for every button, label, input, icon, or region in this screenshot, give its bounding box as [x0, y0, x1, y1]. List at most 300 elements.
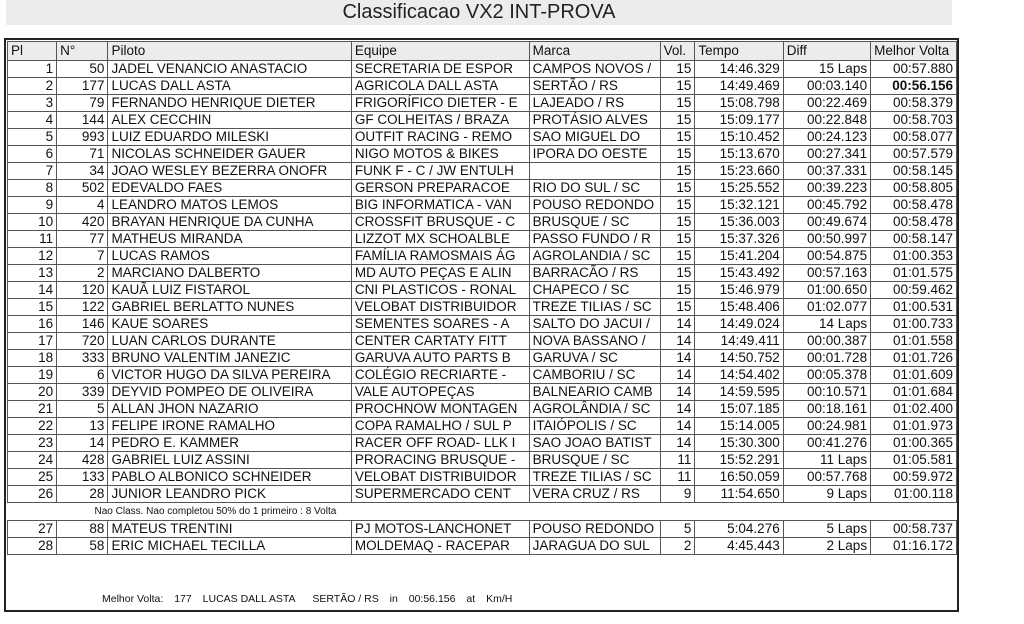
cell-marca: LAJEADO / RS: [529, 95, 660, 112]
cell-equipe: FAMÍLIA RAMOSMAIS ÁG: [351, 248, 529, 265]
cell-piloto: GABRIEL LUIZ ASSINI: [108, 452, 351, 469]
cell-piloto: JADEL VENANCIO ANASTACIO: [108, 61, 351, 78]
cell-diff: 00:22.469: [783, 95, 870, 112]
cell-marca: NOVA BASSANO /: [529, 333, 660, 350]
cell-tempo: 14:54.402: [695, 367, 783, 384]
cell-num: 420: [57, 214, 108, 231]
cell-vol: 15: [660, 282, 695, 299]
col-diff: Diff: [783, 42, 870, 61]
cell-pl: 23: [8, 435, 57, 452]
cell-num: 120: [57, 282, 108, 299]
cell-vol: 2: [660, 538, 695, 555]
table-row: [8, 180, 957, 197]
cell-num: 14: [57, 435, 108, 452]
cell-equipe: AGRICOLA DALL ASTA: [351, 78, 529, 95]
not-classified-note-row: [8, 503, 957, 521]
cell-pl: 15: [8, 299, 57, 316]
footer-in: in: [389, 593, 398, 605]
cell-marca: TREZE TILIAS / SC: [529, 469, 660, 486]
cell-tempo: 15:10.452: [695, 129, 783, 146]
cell-melhor: 01:01.609: [871, 367, 957, 384]
cell-tempo: 15:13.670: [695, 146, 783, 163]
cell-equipe: CNI PLASTICOS - RONAL: [351, 282, 529, 299]
cell-marca: CAMBORIU / SC: [529, 367, 660, 384]
cell-diff: 00:45.792: [783, 197, 870, 214]
cell-melhor: 01:01.973: [871, 418, 957, 435]
cell-tempo: 16:50.059: [695, 469, 783, 486]
cell-piloto: BRUNO VALENTIM JANEZIC: [108, 350, 351, 367]
cell-marca: CAMPOS NOVOS /: [529, 61, 660, 78]
cell-num: 122: [57, 299, 108, 316]
cell-num: 28: [57, 486, 108, 503]
cell-vol: 15: [660, 248, 695, 265]
cell-marca: AGROLANDIA / SC: [529, 248, 660, 265]
cell-diff: 00:50.997: [783, 231, 870, 248]
footer-num: 177: [174, 593, 192, 605]
cell-melhor: 01:02.400: [871, 401, 957, 418]
table-row: [8, 486, 957, 503]
cell-marca: ITAIÓPOLIS / SC: [529, 418, 660, 435]
cell-piloto: MATEUS TRENTINI: [108, 521, 351, 538]
cell-pl: 17: [8, 333, 57, 350]
cell-melhor: 00:56.156: [871, 78, 957, 95]
cell-marca: SAO MIGUEL DO: [529, 129, 660, 146]
cell-diff: 00:37.331: [783, 163, 870, 180]
cell-melhor: 01:00.118: [871, 486, 957, 503]
cell-vol: 11: [660, 469, 695, 486]
classified-rows: [8, 61, 957, 503]
cell-marca: SERTÃO / RS: [529, 78, 660, 95]
cell-num: 13: [57, 418, 108, 435]
cell-diff: 01:02.077: [783, 299, 870, 316]
cell-melhor: 01:05.581: [871, 452, 957, 469]
cell-tempo: 15:36.003: [695, 214, 783, 231]
cell-marca: [529, 163, 660, 180]
col-tempo: Tempo: [695, 42, 783, 61]
table-row: [8, 316, 957, 333]
cell-diff: 00:39.223: [783, 180, 870, 197]
cell-melhor: 00:58.077: [871, 129, 957, 146]
cell-equipe: RACER OFF ROAD- LLK I: [351, 435, 529, 452]
table-row: [8, 163, 957, 180]
cell-equipe: FRIGORÍFICO DIETER - E: [351, 95, 529, 112]
cell-tempo: 15:41.204: [695, 248, 783, 265]
cell-melhor: 00:59.972: [871, 469, 957, 486]
title-bar: [6, 0, 952, 25]
cell-piloto: LEANDRO MATOS LEMOS: [108, 197, 351, 214]
cell-tempo: 5:04.276: [695, 521, 783, 538]
cell-melhor: 00:58.147: [871, 231, 957, 248]
cell-tempo: 15:30.300: [695, 435, 783, 452]
footer-unit: Km/H: [486, 593, 513, 605]
cell-num: 720: [57, 333, 108, 350]
cell-tempo: 15:23.660: [695, 163, 783, 180]
cell-equipe: LIZZOT MX SCHOALBLE: [351, 231, 529, 248]
col-vol: Vol.: [660, 42, 695, 61]
table-row: [8, 61, 957, 78]
cell-marca: AGROLÂNDIA / SC: [529, 401, 660, 418]
cell-num: 339: [57, 384, 108, 401]
cell-num: 133: [57, 469, 108, 486]
cell-equipe: BIG INFORMATICA - VAN: [351, 197, 529, 214]
cell-tempo: 15:48.406: [695, 299, 783, 316]
cell-melhor: 00:59.462: [871, 282, 957, 299]
cell-equipe: VALE AUTOPEÇAS: [351, 384, 529, 401]
cell-tempo: 15:09.177: [695, 112, 783, 129]
cell-vol: 14: [660, 333, 695, 350]
cell-pl: 2: [8, 78, 57, 95]
not-classified-note: Nao Class. Nao completou 50% do 1 primeiro : 8 Volta: [94, 505, 337, 517]
cell-tempo: 14:49.411: [695, 333, 783, 350]
table-row: [8, 299, 957, 316]
cell-tempo: 15:32.121: [695, 197, 783, 214]
cell-vol: 5: [660, 521, 695, 538]
cell-marca: PASSO FUNDO / R: [529, 231, 660, 248]
cell-diff: 2 Laps: [783, 538, 870, 555]
cell-marca: SALTO DO JACUI /: [529, 316, 660, 333]
cell-piloto: JOAO WESLEY BEZERRA ONOFR: [108, 163, 351, 180]
cell-marca: POUSO REDONDO: [529, 197, 660, 214]
cell-num: 428: [57, 452, 108, 469]
cell-tempo: 15:43.492: [695, 265, 783, 282]
cell-piloto: BRAYAN HENRIQUE DA CUNHA: [108, 214, 351, 231]
table-row: [8, 214, 957, 231]
col-num: N°: [57, 42, 108, 61]
table-row: [8, 129, 957, 146]
cell-pl: 22: [8, 418, 57, 435]
not-classified-section: [8, 503, 957, 521]
cell-diff: 00:22.848: [783, 112, 870, 129]
cell-num: 50: [57, 61, 108, 78]
cell-diff: 00:10.571: [783, 384, 870, 401]
cell-vol: 15: [660, 146, 695, 163]
footer-piloto: LUCAS DALL ASTA: [202, 593, 296, 605]
cell-num: 2: [57, 265, 108, 282]
table-row: [8, 469, 957, 486]
cell-marca: BRUSQUE / SC: [529, 452, 660, 469]
cell-diff: 00:57.768: [783, 469, 870, 486]
cell-num: 71: [57, 146, 108, 163]
cell-diff: 9 Laps: [783, 486, 870, 503]
cell-equipe: FUNK F - C / JW ENTULH: [351, 163, 529, 180]
cell-melhor: 00:58.737: [871, 521, 957, 538]
cell-num: 77: [57, 231, 108, 248]
cell-tempo: 4:45.443: [695, 538, 783, 555]
cell-vol: 15: [660, 78, 695, 95]
table-row: [8, 231, 957, 248]
cell-vol: 14: [660, 435, 695, 452]
footer-label: Melhor Volta:: [102, 593, 164, 605]
footer-at: at: [466, 593, 476, 605]
cell-num: 146: [57, 316, 108, 333]
cell-pl: 19: [8, 367, 57, 384]
cell-melhor: 01:00.733: [871, 316, 957, 333]
footer-time: 00:56.156: [408, 593, 456, 605]
cell-diff: 00:01.728: [783, 350, 870, 367]
cell-piloto: LUAN CARLOS DURANTE: [108, 333, 351, 350]
cell-piloto: ALLAN JHON NAZARIO: [108, 401, 351, 418]
cell-melhor: 00:57.880: [871, 61, 957, 78]
cell-melhor: 00:58.379: [871, 95, 957, 112]
cell-melhor: 00:58.145: [871, 163, 957, 180]
cell-diff: 00:05.378: [783, 367, 870, 384]
cell-piloto: VICTOR HUGO DA SILVA PEREIRA: [108, 367, 351, 384]
cell-pl: 18: [8, 350, 57, 367]
cell-pl: 28: [8, 538, 57, 555]
cell-piloto: FELIPE IRONE RAMALHO: [108, 418, 351, 435]
footer-marca: SERTÃO / RS: [312, 593, 379, 605]
cell-equipe: VELOBAT DISTRIBUIDOR: [351, 299, 529, 316]
cell-marca: BRUSQUE / SC: [529, 214, 660, 231]
cell-marca: GARUVA / SC: [529, 350, 660, 367]
table-row: [8, 452, 957, 469]
results-table: [7, 41, 957, 555]
cell-piloto: MATHEUS MIRANDA: [108, 231, 351, 248]
cell-melhor: 01:00.353: [871, 248, 957, 265]
cell-vol: 15: [660, 112, 695, 129]
cell-pl: 6: [8, 146, 57, 163]
cell-vol: 14: [660, 401, 695, 418]
cell-marca: TREZE TILIAS / SC: [529, 299, 660, 316]
cell-diff: 15 Laps: [783, 61, 870, 78]
table-row: [8, 112, 957, 129]
cell-tempo: 14:46.329: [695, 61, 783, 78]
cell-pl: 10: [8, 214, 57, 231]
table-row: [8, 333, 957, 350]
cell-equipe: OUTFIT RACING - REMO: [351, 129, 529, 146]
cell-piloto: LUIZ EDUARDO MILESKI: [108, 129, 351, 146]
cell-melhor: 01:01.558: [871, 333, 957, 350]
cell-pl: 14: [8, 282, 57, 299]
cell-equipe: GF COLHEITAS / BRAZA: [351, 112, 529, 129]
cell-melhor: 01:01.575: [871, 265, 957, 282]
col-marca: Marca: [529, 42, 660, 61]
cell-num: 6: [57, 367, 108, 384]
cell-pl: 26: [8, 486, 57, 503]
cell-num: 7: [57, 248, 108, 265]
cell-vol: 15: [660, 95, 695, 112]
page-title: Classificacao VX2 INT-PROVA: [342, 1, 616, 23]
cell-piloto: PEDRO E. KAMMER: [108, 435, 351, 452]
cell-pl: 16: [8, 316, 57, 333]
table-row: [8, 248, 957, 265]
table-row: [8, 435, 957, 452]
header-row: [8, 42, 957, 61]
cell-equipe: PROCHNOW MONTAGEN: [351, 401, 529, 418]
cell-equipe: CENTER CARTATY FITT: [351, 333, 529, 350]
cell-marca: JARAGUA DO SUL: [529, 538, 660, 555]
cell-piloto: MARCIANO DALBERTO: [108, 265, 351, 282]
cell-pl: 9: [8, 197, 57, 214]
cell-equipe: SEMENTES SOARES - A: [351, 316, 529, 333]
cell-vol: 15: [660, 265, 695, 282]
cell-pl: 20: [8, 384, 57, 401]
cell-vol: 14: [660, 367, 695, 384]
cell-diff: 00:03.140: [783, 78, 870, 95]
cell-piloto: JUNIOR LEANDRO PICK: [108, 486, 351, 503]
cell-marca: PROTÁSIO ALVES: [529, 112, 660, 129]
cell-piloto: ALEX CECCHIN: [108, 112, 351, 129]
cell-melhor: 00:57.579: [871, 146, 957, 163]
table-row: [8, 95, 957, 112]
cell-diff: 00:54.875: [783, 248, 870, 265]
cell-piloto: EDEVALDO FAES: [108, 180, 351, 197]
cell-melhor: 01:00.365: [871, 435, 957, 452]
cell-num: 88: [57, 521, 108, 538]
cell-pl: 25: [8, 469, 57, 486]
cell-vol: 15: [660, 61, 695, 78]
cell-marca: IPORA DO OESTE: [529, 146, 660, 163]
cell-equipe: PJ MOTOS-LANCHONET: [351, 521, 529, 538]
cell-piloto: NICOLAS SCHNEIDER GAUER: [108, 146, 351, 163]
cell-pl: 11: [8, 231, 57, 248]
cell-piloto: ERIC MICHAEL TECILLA: [108, 538, 351, 555]
cell-marca: CHAPECO / SC: [529, 282, 660, 299]
cell-num: 5: [57, 401, 108, 418]
cell-tempo: 15:07.185: [695, 401, 783, 418]
cell-marca: SAO JOAO BATIST: [529, 435, 660, 452]
cell-diff: 00:24.123: [783, 129, 870, 146]
cell-tempo: 15:46.979: [695, 282, 783, 299]
cell-diff: 00:27.341: [783, 146, 870, 163]
cell-vol: 15: [660, 197, 695, 214]
cell-num: 993: [57, 129, 108, 146]
results-frame: [4, 38, 959, 612]
table-row: [8, 521, 957, 538]
cell-equipe: MD AUTO PEÇAS E ALIN: [351, 265, 529, 282]
cell-equipe: GERSON PREPARACOE: [351, 180, 529, 197]
cell-vol: 14: [660, 384, 695, 401]
cell-vol: 15: [660, 214, 695, 231]
cell-pl: 24: [8, 452, 57, 469]
cell-diff: 5 Laps: [783, 521, 870, 538]
cell-vol: 15: [660, 231, 695, 248]
cell-tempo: 15:52.291: [695, 452, 783, 469]
cell-equipe: SECRETARIA DE ESPOR: [351, 61, 529, 78]
cell-num: 79: [57, 95, 108, 112]
table-row: [8, 350, 957, 367]
col-piloto: Piloto: [108, 42, 351, 61]
cell-piloto: LUCAS RAMOS: [108, 248, 351, 265]
cell-pl: 3: [8, 95, 57, 112]
cell-diff: 00:57.163: [783, 265, 870, 282]
cell-marca: RIO DO SUL / SC: [529, 180, 660, 197]
cell-marca: VERA CRUZ / RS: [529, 486, 660, 503]
cell-diff: 00:49.674: [783, 214, 870, 231]
cell-vol: 15: [660, 163, 695, 180]
cell-diff: 00:18.161: [783, 401, 870, 418]
cell-piloto: DEYVID POMPEO DE OLIVEIRA: [108, 384, 351, 401]
cell-tempo: 15:37.326: [695, 231, 783, 248]
col-melhor-volta: Melhor Volta: [871, 42, 957, 61]
cell-pl: 21: [8, 401, 57, 418]
cell-tempo: 15:25.552: [695, 180, 783, 197]
cell-melhor: 01:01.726: [871, 350, 957, 367]
table-row: [8, 282, 957, 299]
cell-piloto: GABRIEL BERLATTO NUNES: [108, 299, 351, 316]
cell-diff: 14 Laps: [783, 316, 870, 333]
cell-num: 502: [57, 180, 108, 197]
cell-tempo: 11:54.650: [695, 486, 783, 503]
cell-pl: 13: [8, 265, 57, 282]
cell-vol: 9: [660, 486, 695, 503]
col-pl: Pl: [8, 42, 57, 61]
col-equipe: Equipe: [351, 42, 529, 61]
cell-piloto: FERNANDO HENRIQUE DIETER: [108, 95, 351, 112]
cell-vol: 14: [660, 350, 695, 367]
cell-tempo: 14:49.024: [695, 316, 783, 333]
cell-melhor: 00:58.805: [871, 180, 957, 197]
not-classified-rows: [8, 521, 957, 555]
cell-equipe: COPA RAMALHO / SUL P: [351, 418, 529, 435]
best-lap-footer: [6, 593, 957, 605]
cell-vol: 14: [660, 316, 695, 333]
cell-equipe: SUPERMERCADO CENT: [351, 486, 529, 503]
cell-diff: 00:24.981: [783, 418, 870, 435]
cell-piloto: KAUE SOARES: [108, 316, 351, 333]
cell-melhor: 01:16.172: [871, 538, 957, 555]
table-row: [8, 265, 957, 282]
table-row: [8, 367, 957, 384]
cell-piloto: LUCAS DALL ASTA: [108, 78, 351, 95]
cell-equipe: MOLDEMAQ - RACEPAR: [351, 538, 529, 555]
cell-pl: 7: [8, 163, 57, 180]
cell-piloto: KAUÃ LUIZ FISTAROL: [108, 282, 351, 299]
table-row: [8, 401, 957, 418]
cell-equipe: CROSSFIT BRUSQUE - C: [351, 214, 529, 231]
table-row: [8, 538, 957, 555]
cell-pl: 4: [8, 112, 57, 129]
cell-diff: 00:00.387: [783, 333, 870, 350]
table-row: [8, 418, 957, 435]
cell-pl: 1: [8, 61, 57, 78]
cell-piloto: PABLO ALBONICO SCHNEIDER: [108, 469, 351, 486]
cell-equipe: NIGO MOTOS & BIKES: [351, 146, 529, 163]
cell-pl: 5: [8, 129, 57, 146]
cell-pl: 12: [8, 248, 57, 265]
cell-marca: POUSO REDONDO: [529, 521, 660, 538]
cell-melhor: 01:01.684: [871, 384, 957, 401]
cell-equipe: GARUVA AUTO PARTS B: [351, 350, 529, 367]
table-row: [8, 78, 957, 95]
cell-vol: 15: [660, 180, 695, 197]
cell-vol: 15: [660, 129, 695, 146]
cell-diff: 01:00.650: [783, 282, 870, 299]
cell-vol: 15: [660, 299, 695, 316]
cell-melhor: 00:58.703: [871, 112, 957, 129]
cell-melhor: 01:00.531: [871, 299, 957, 316]
cell-tempo: 14:50.752: [695, 350, 783, 367]
cell-pl: 27: [8, 521, 57, 538]
cell-tempo: 15:14.005: [695, 418, 783, 435]
cell-equipe: VELOBAT DISTRIBUIDOR: [351, 469, 529, 486]
cell-melhor: 00:58.478: [871, 214, 957, 231]
cell-diff: 11 Laps: [783, 452, 870, 469]
cell-num: 144: [57, 112, 108, 129]
cell-num: 333: [57, 350, 108, 367]
cell-num: 34: [57, 163, 108, 180]
cell-marca: BARRACÃO / RS: [529, 265, 660, 282]
cell-num: 4: [57, 197, 108, 214]
cell-tempo: 14:49.469: [695, 78, 783, 95]
cell-vol: 11: [660, 452, 695, 469]
table-row: [8, 197, 957, 214]
cell-equipe: PRORACING BRUSQUE -: [351, 452, 529, 469]
cell-num: 58: [57, 538, 108, 555]
table-row: [8, 146, 957, 163]
cell-tempo: 15:08.798: [695, 95, 783, 112]
cell-marca: BALNEARIO CAMB: [529, 384, 660, 401]
